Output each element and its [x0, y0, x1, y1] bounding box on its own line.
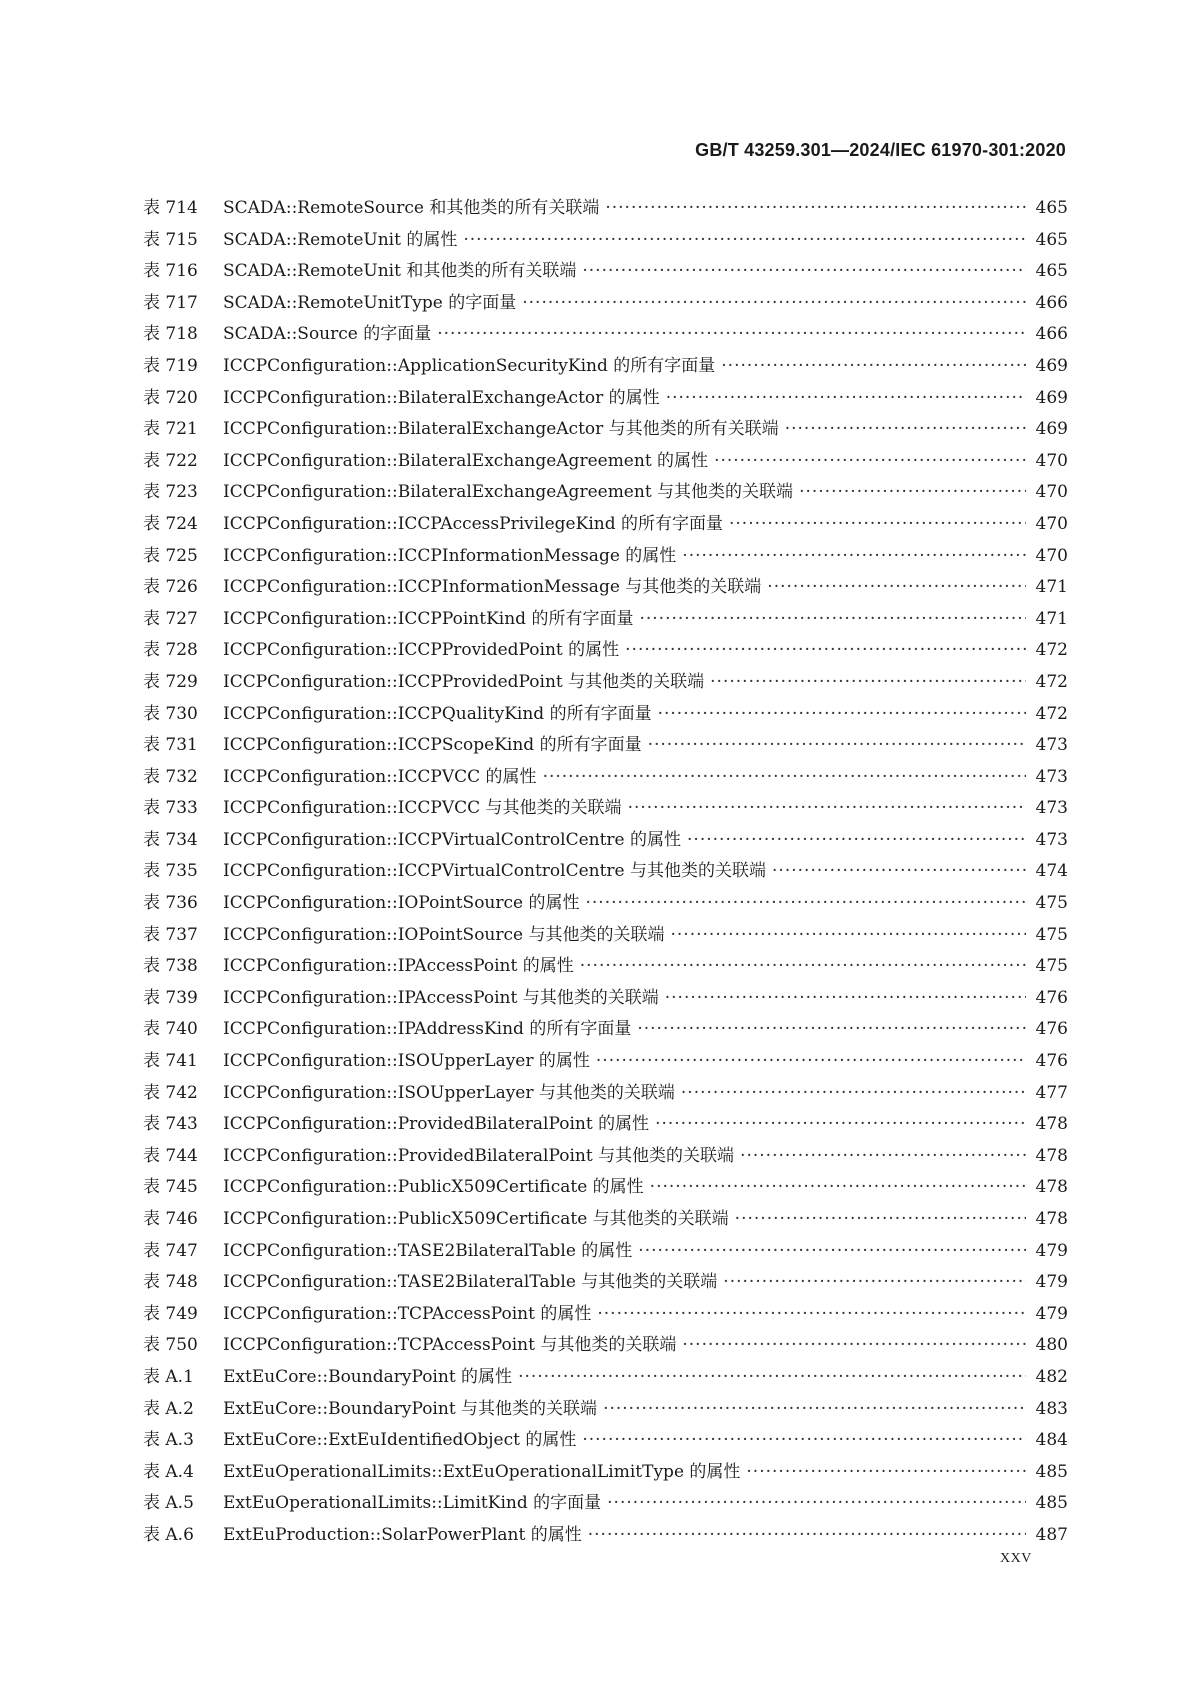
toc-entry-number: 表 738 — [143, 956, 198, 977]
toc-entry-title: ExtEuOperationalLimits::LimitKind 的字面量 — [223, 1493, 602, 1514]
toc-entry-title: ICCPConfiguration::PublicX509Certificate 的属性 — [223, 1177, 644, 1198]
toc-entry-number: 表 721 — [143, 419, 198, 440]
toc-entry-page: 473 — [1035, 798, 1068, 819]
toc-entry-number: 表 742 — [143, 1082, 198, 1103]
toc-entry-title: ICCPConfiguration::ProvidedBilateralPoint 与其他类的关联端 — [223, 1145, 735, 1166]
toc-entry-page: 466 — [1035, 292, 1068, 313]
toc-entry-page: 476 — [1035, 1051, 1068, 1072]
toc-entry-number: 表 749 — [143, 1303, 198, 1324]
toc-dot-leader — [437, 319, 1026, 351]
toc-dot-leader — [582, 1425, 1026, 1457]
toc-entry-title: ICCPConfiguration::PublicX509Certificate 与其他类的关联端 — [223, 1209, 729, 1229]
toc-entry[interactable] — [143, 888, 1068, 920]
toc-entry-page: 470 — [1035, 450, 1068, 471]
toc-entry-page: 483 — [1035, 1398, 1068, 1419]
toc-entry[interactable] — [143, 1046, 1068, 1078]
toc-entry-title: ExtEuCore::BoundaryPoint 的属性 — [223, 1366, 513, 1387]
toc-dot-leader — [603, 1394, 1026, 1426]
toc-entry-number: 表 719 — [143, 355, 198, 376]
toc-dot-leader — [710, 667, 1026, 699]
toc-entry[interactable] — [143, 793, 1068, 825]
toc-entry[interactable] — [143, 1172, 1068, 1204]
toc-entry-page: 478 — [1035, 1177, 1068, 1198]
toc-entry-title: ICCPConfiguration::ISOUpperLayer 的属性 — [223, 1051, 590, 1072]
toc-dot-leader — [586, 888, 1027, 920]
toc-entry-page: 471 — [1035, 577, 1068, 598]
toc-entry-title: ICCPConfiguration::ICCPScopeKind 的所有字面量 — [223, 735, 642, 756]
toc-entry-page: 477 — [1035, 1082, 1068, 1103]
toc-entry-page: 472 — [1035, 671, 1068, 692]
toc-entry-number: 表 A.6 — [143, 1524, 194, 1545]
toc-entry-number: 表 750 — [143, 1335, 198, 1356]
toc-entry-number: 表 715 — [143, 229, 198, 250]
toc-entry[interactable] — [143, 319, 1068, 351]
toc-entry-title: ICCPConfiguration::BilateralExchangeAgreement 的属性 — [223, 450, 709, 471]
page-number: XXV — [1000, 1551, 1032, 1566]
toc-dot-leader — [682, 541, 1026, 573]
toc-entry[interactable] — [143, 1014, 1068, 1046]
toc-entry-page: 473 — [1035, 766, 1068, 787]
toc-entry-title: ICCPConfiguration::ICCPVirtualControlCentre 与其他类的关联端 — [223, 861, 767, 882]
toc-entry-page: 476 — [1035, 987, 1068, 1008]
toc-entry-page: 482 — [1035, 1366, 1068, 1387]
toc-entry-page: 465 — [1035, 229, 1068, 250]
toc-entry-number: 表 A.2 — [143, 1398, 194, 1419]
toc-entry-title: ICCPConfiguration::IPAccessPoint 的属性 — [223, 956, 574, 977]
toc-entry[interactable] — [143, 825, 1068, 857]
toc-dot-leader — [687, 825, 1026, 857]
toc-entry-title: ICCPConfiguration::ICCPAccessPrivilegeKind 的所有字面量 — [223, 513, 723, 534]
toc-entry-title: ICCPConfiguration::TASE2BilateralTable 的属性 — [223, 1240, 633, 1261]
toc-dot-leader — [682, 1330, 1026, 1362]
toc-entry[interactable] — [143, 414, 1068, 446]
toc-entry-title: SCADA::RemoteSource 和其他类的所有关联端 — [223, 198, 600, 218]
toc-entry-number: 表 730 — [143, 703, 198, 724]
toc-entry-page: 471 — [1035, 608, 1068, 629]
toc-entry-page: 479 — [1035, 1272, 1068, 1293]
toc-entry-title: SCADA::RemoteUnitType 的字面量 — [223, 292, 517, 313]
toc-entry[interactable] — [143, 951, 1068, 983]
toc-dot-leader — [522, 288, 1026, 320]
toc-entry-page: 469 — [1035, 355, 1068, 376]
toc-entry-number: 表 725 — [143, 545, 198, 566]
toc-entry-page: 475 — [1035, 956, 1068, 977]
toc-entry[interactable] — [143, 699, 1068, 731]
toc-entry-title: ICCPConfiguration::ICCPPointKind 的所有字面量 — [223, 608, 634, 629]
toc-entry-number: 表 732 — [143, 766, 198, 787]
toc-entry-number: 表 731 — [143, 735, 198, 756]
toc-entry-page: 465 — [1035, 261, 1068, 282]
toc-entry-number: 表 740 — [143, 1019, 198, 1040]
toc-entry[interactable] — [143, 730, 1068, 762]
toc-entry[interactable] — [143, 446, 1068, 478]
toc-entry[interactable] — [143, 667, 1068, 699]
toc-dot-leader — [665, 983, 1026, 1015]
toc-dot-leader — [671, 920, 1027, 952]
toc-dot-leader — [785, 414, 1026, 446]
toc-entry-title: ICCPConfiguration::TCPAccessPoint 与其他类的关联端 — [223, 1335, 677, 1356]
toc-entry[interactable] — [143, 1141, 1068, 1173]
toc-entry-page: 478 — [1035, 1114, 1068, 1135]
toc-dot-leader — [518, 1362, 1026, 1394]
toc-entry-number: 表 747 — [143, 1240, 198, 1261]
toc-entry-title: ICCPConfiguration::BilateralExchangeAgreement 与其他类的关联端 — [223, 482, 794, 503]
toc-dot-leader — [582, 256, 1026, 288]
toc-dot-leader — [799, 477, 1026, 509]
toc-entry[interactable] — [143, 1204, 1068, 1236]
toc-entry-title: SCADA::Source 的字面量 — [223, 324, 432, 345]
toc-entry[interactable] — [143, 193, 1068, 225]
toc-entry-title: ICCPConfiguration::ICCPQualityKind 的所有字面量 — [223, 703, 652, 724]
toc-dot-leader — [772, 856, 1026, 888]
toc-entry-page: 479 — [1035, 1240, 1068, 1261]
toc-entry-number: 表 717 — [143, 292, 198, 313]
toc-entry-page: 474 — [1035, 861, 1068, 882]
toc-entry-title: ICCPConfiguration::ICCPVCC 与其他类的关联端 — [223, 798, 622, 819]
toc-entry[interactable] — [143, 1299, 1068, 1331]
toc-entry-page: 479 — [1035, 1303, 1068, 1324]
toc-entry-title: ICCPConfiguration::IOPointSource 的属性 — [223, 893, 580, 914]
toc-entry[interactable] — [143, 509, 1068, 541]
toc-entry-title: ExtEuOperationalLimits::ExtEuOperationalLimitType 的属性 — [223, 1461, 741, 1482]
toc-entry[interactable] — [143, 1078, 1068, 1110]
toc-dot-leader — [658, 699, 1026, 731]
toc-dot-leader — [639, 604, 1026, 636]
toc-entry-page: 470 — [1035, 513, 1068, 534]
toc-dot-leader — [605, 193, 1026, 225]
toc-entry-title: ICCPConfiguration::IPAddressKind 的所有字面量 — [223, 1019, 632, 1040]
toc-entry[interactable] — [143, 256, 1068, 288]
toc-entry-title: SCADA::RemoteUnit 的属性 — [223, 229, 458, 250]
toc-entry-number: 表 741 — [143, 1051, 198, 1072]
toc-dot-leader — [735, 1204, 1026, 1236]
toc-entry-page: 478 — [1035, 1209, 1068, 1229]
toc-entry-page: 470 — [1035, 482, 1068, 503]
toc-entry-title: ICCPConfiguration::ApplicationSecurityKind 的所有字面量 — [223, 355, 716, 376]
toc-entry[interactable] — [143, 1488, 1068, 1520]
toc-dot-leader — [767, 572, 1026, 604]
document-header: GB/T 43259.301—2024/IEC 61970-301:2020 — [695, 140, 1066, 160]
toc-entry-title: ICCPConfiguration::TASE2BilateralTable 与其他类的关联端 — [223, 1272, 718, 1293]
toc-entry-page: 487 — [1035, 1524, 1068, 1545]
toc-entry-number: 表 733 — [143, 798, 198, 819]
toc-entry-number: 表 745 — [143, 1177, 198, 1198]
toc-entry-title: ICCPConfiguration::ICCPProvidedPoint 与其他类的关联端 — [223, 671, 705, 692]
toc-dot-leader — [648, 730, 1026, 762]
toc-dot-leader — [463, 225, 1026, 257]
toc-entry-number: 表 744 — [143, 1145, 198, 1166]
toc-entry-number: 表 734 — [143, 829, 198, 850]
toc-dot-leader — [596, 1046, 1026, 1078]
toc-entry-title: ICCPConfiguration::ProvidedBilateralPoint 的属性 — [223, 1114, 650, 1135]
toc-entry-number: 表 714 — [143, 198, 198, 218]
toc-entry-page: 485 — [1035, 1493, 1068, 1514]
toc-dot-leader — [588, 1520, 1026, 1552]
toc-entry-number: 表 A.5 — [143, 1493, 194, 1514]
toc-dot-leader — [625, 635, 1026, 667]
toc-entry-number: 表 737 — [143, 924, 198, 945]
toc-dot-leader — [655, 1109, 1026, 1141]
toc-entry-page: 473 — [1035, 829, 1068, 850]
toc-entry[interactable] — [143, 920, 1068, 952]
toc-entry[interactable] — [143, 604, 1068, 636]
toc-entry[interactable] — [143, 383, 1068, 415]
toc-entry-number: 表 746 — [143, 1209, 198, 1229]
toc-entry-title: ICCPConfiguration::ICCPInformationMessage 与其他类的关联端 — [223, 577, 762, 598]
toc-entry-title: ICCPConfiguration::IOPointSource 与其他类的关联端 — [223, 924, 665, 945]
toc-entry[interactable] — [143, 1236, 1068, 1268]
toc-entry-number: 表 726 — [143, 577, 198, 598]
toc-entry-number: 表 723 — [143, 482, 198, 503]
toc-entry-number: 表 735 — [143, 861, 198, 882]
toc-dot-leader — [607, 1488, 1026, 1520]
toc-entry-number: 表 722 — [143, 450, 198, 471]
toc-dot-leader — [580, 951, 1026, 983]
toc-dot-leader — [681, 1078, 1026, 1110]
toc-entry-number: 表 720 — [143, 387, 198, 408]
toc-entry-title: ICCPConfiguration::TCPAccessPoint 的属性 — [223, 1303, 592, 1324]
toc-dot-leader — [597, 1299, 1026, 1331]
toc-entry[interactable] — [143, 351, 1068, 383]
toc-dot-leader — [740, 1141, 1026, 1173]
toc-dot-leader — [666, 383, 1026, 415]
toc-dot-leader — [637, 1014, 1026, 1046]
toc-entry-number: 表 718 — [143, 324, 198, 345]
toc-dot-leader — [628, 793, 1026, 825]
toc-entry[interactable] — [143, 541, 1068, 573]
toc-dot-leader — [721, 351, 1026, 383]
toc-entry[interactable] — [143, 1362, 1068, 1394]
toc-entry-number: 表 743 — [143, 1114, 198, 1135]
toc-entry-number: 表 729 — [143, 671, 198, 692]
toc-entry-page: 470 — [1035, 545, 1068, 566]
toc-entry-page: 484 — [1035, 1430, 1068, 1451]
toc-entry-number: 表 748 — [143, 1272, 198, 1293]
toc-dot-leader — [543, 762, 1026, 794]
toc-entry-title: ICCPConfiguration::ICCPInformationMessage 的属性 — [223, 545, 677, 566]
toc-entry-page: 465 — [1035, 198, 1068, 218]
toc-entry-title: ICCPConfiguration::BilateralExchangeActor 与其他类的所有关联端 — [223, 419, 779, 440]
toc-entry-page: 469 — [1035, 419, 1068, 440]
toc-entry-page: 475 — [1035, 924, 1068, 945]
toc-dot-leader — [723, 1267, 1026, 1299]
toc-entry-title: ICCPConfiguration::BilateralExchangeActor 的属性 — [223, 387, 660, 408]
toc-entry-title: ICCPConfiguration::ICCPVCC 的属性 — [223, 766, 537, 787]
toc-dot-leader — [638, 1236, 1026, 1268]
toc-entry[interactable] — [143, 762, 1068, 794]
toc-entry-page: 475 — [1035, 893, 1068, 914]
toc-entry-page: 476 — [1035, 1019, 1068, 1040]
toc-dot-leader — [746, 1457, 1026, 1489]
toc-entry-page: 466 — [1035, 324, 1068, 345]
toc-entry-number: 表 A.3 — [143, 1430, 194, 1451]
toc-entry-number: 表 728 — [143, 640, 198, 661]
toc-entry-number: 表 724 — [143, 513, 198, 534]
toc-entry[interactable] — [143, 1330, 1068, 1362]
toc-entry[interactable] — [143, 572, 1068, 604]
toc-entry-number: 表 A.1 — [143, 1366, 194, 1387]
toc-entry-page: 473 — [1035, 735, 1068, 756]
toc-entry-page: 478 — [1035, 1145, 1068, 1166]
toc-entry[interactable] — [143, 1457, 1068, 1489]
toc-entry-page: 469 — [1035, 387, 1068, 408]
toc-entry-number: 表 739 — [143, 987, 198, 1008]
toc-entry-title: ExtEuCore::BoundaryPoint 与其他类的关联端 — [223, 1398, 598, 1419]
toc-entry-title: ICCPConfiguration::ICCPVirtualControlCentre 的属性 — [223, 829, 682, 850]
toc-entry[interactable] — [143, 856, 1068, 888]
toc-entry-title: ICCPConfiguration::IPAccessPoint 与其他类的关联端 — [223, 987, 659, 1008]
toc-entry[interactable] — [143, 635, 1068, 667]
toc-entry-title: ICCPConfiguration::ICCPProvidedPoint 的属性 — [223, 640, 620, 661]
toc-entry[interactable] — [143, 1109, 1068, 1141]
toc-entry-number: 表 A.4 — [143, 1461, 194, 1482]
toc-dot-leader — [650, 1172, 1026, 1204]
toc-entry[interactable] — [143, 1520, 1068, 1552]
toc-dot-leader — [714, 446, 1026, 478]
toc-entry-page: 480 — [1035, 1335, 1068, 1356]
toc-entry-title: ExtEuCore::ExtEuIdentifiedObject 的属性 — [223, 1430, 577, 1451]
toc-entry-title: SCADA::RemoteUnit 和其他类的所有关联端 — [223, 261, 577, 282]
toc-entry[interactable] — [143, 1394, 1068, 1426]
toc-entry[interactable] — [143, 1267, 1068, 1299]
toc-entry[interactable] — [143, 983, 1068, 1015]
toc-entry-page: 472 — [1035, 640, 1068, 661]
toc-entry-page: 472 — [1035, 703, 1068, 724]
toc-entry[interactable] — [143, 1425, 1068, 1457]
toc-entry[interactable] — [143, 477, 1068, 509]
toc-entry-number: 表 716 — [143, 261, 198, 282]
toc-entry[interactable] — [143, 225, 1068, 257]
toc-entry-number: 表 736 — [143, 893, 198, 914]
toc-dot-leader — [729, 509, 1026, 541]
toc-entry-page: 485 — [1035, 1461, 1068, 1482]
toc-entry-title: ICCPConfiguration::ISOUpperLayer 与其他类的关联端 — [223, 1082, 675, 1103]
toc-entry-number: 表 727 — [143, 608, 198, 629]
toc-entry-title: ExtEuProduction::SolarPowerPlant 的属性 — [223, 1524, 582, 1545]
toc-entry[interactable] — [143, 288, 1068, 320]
table-of-contents — [143, 193, 1068, 1552]
